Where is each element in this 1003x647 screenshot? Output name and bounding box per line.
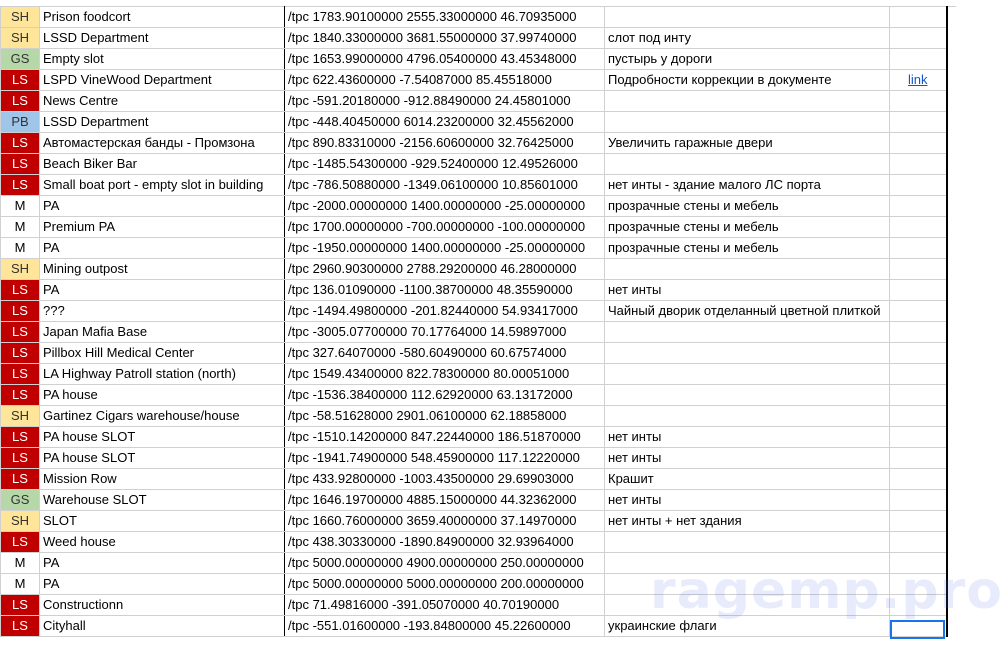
location-tag-cell[interactable]: M xyxy=(1,196,40,217)
location-name-cell[interactable]: LSSD Department xyxy=(40,112,285,133)
note-cell[interactable]: нет инты xyxy=(605,490,890,511)
location-name-cell[interactable]: Premium PA xyxy=(40,217,285,238)
note-cell[interactable]: нет инты xyxy=(605,280,890,301)
teleport-command-cell[interactable]: /tpc 1840.33000000 3681.55000000 37.99740000 xyxy=(285,28,605,49)
location-tag-cell[interactable]: GS xyxy=(1,49,40,70)
document-link[interactable]: link xyxy=(907,72,928,87)
table-row xyxy=(1,490,947,511)
link-cell[interactable] xyxy=(890,259,947,280)
location-tag-cell[interactable]: LS xyxy=(1,343,40,364)
table-row xyxy=(1,259,947,280)
note-cell[interactable]: нет инты + нет здания xyxy=(605,511,890,532)
link-cell[interactable] xyxy=(890,133,947,154)
table-row xyxy=(1,238,947,259)
teleport-command-cell[interactable]: /tpc 890.83310000 -2156.60600000 32.76425000 xyxy=(285,133,605,154)
teleport-command-cell[interactable]: /tpc -2000.00000000 1400.00000000 -25.00000000 xyxy=(285,196,605,217)
location-name-cell[interactable]: LSSD Department xyxy=(40,28,285,49)
note-cell[interactable]: слот под инту xyxy=(605,28,890,49)
table-row xyxy=(1,301,947,322)
note-cell[interactable] xyxy=(605,259,890,280)
location-name-cell[interactable]: PA xyxy=(40,574,285,595)
note-cell[interactable] xyxy=(605,154,890,175)
location-name-cell[interactable]: PA house SLOT xyxy=(40,448,285,469)
table-row xyxy=(1,7,947,28)
link-cell[interactable] xyxy=(890,196,947,217)
location-name-cell[interactable]: Mining outpost xyxy=(40,259,285,280)
location-tag-cell[interactable]: LS xyxy=(1,532,40,553)
teleport-command-cell[interactable]: /tpc -1494.49800000 -201.82440000 54.93417000 xyxy=(285,301,605,322)
teleport-command-cell[interactable]: /tpc 1783.90100000 2555.33000000 46.70935000 xyxy=(285,7,605,28)
table-row xyxy=(1,406,947,427)
link-cell[interactable] xyxy=(890,238,947,259)
teleport-command-cell[interactable]: /tpc -1950.00000000 1400.00000000 -25.00000000 xyxy=(285,238,605,259)
teleport-command-cell[interactable]: /tpc -1536.38400000 112.62920000 63.13172000 xyxy=(285,385,605,406)
note-cell[interactable] xyxy=(605,91,890,112)
watermark: ragemp.pro xyxy=(650,561,1003,621)
note-cell[interactable]: прозрачные стены и мебель xyxy=(605,217,890,238)
location-tag-cell[interactable]: GS xyxy=(1,490,40,511)
location-name-cell[interactable]: PA house SLOT xyxy=(40,427,285,448)
spreadsheet-grid xyxy=(0,6,948,637)
location-tag-cell[interactable]: LS xyxy=(1,91,40,112)
table-row xyxy=(1,532,947,553)
table-row xyxy=(1,49,947,70)
teleport-command-cell[interactable]: /tpc -1485.54300000 -929.52400000 12.49526000 xyxy=(285,154,605,175)
location-name-cell[interactable]: PA xyxy=(40,280,285,301)
location-name-cell[interactable]: Weed house xyxy=(40,532,285,553)
teleport-command-cell[interactable]: /tpc 5000.00000000 4900.00000000 250.00000000 xyxy=(285,553,605,574)
note-cell[interactable]: Подробности коррекции в документе xyxy=(605,70,890,91)
note-cell[interactable]: нет инты xyxy=(605,448,890,469)
note-cell[interactable]: украинские флаги xyxy=(605,616,890,637)
teleport-command-cell[interactable]: /tpc 1700.00000000 -700.00000000 -100.00000000 xyxy=(285,217,605,238)
teleport-command-cell[interactable]: /tpc 2960.90300000 2788.29200000 46.28000000 xyxy=(285,259,605,280)
note-cell[interactable] xyxy=(605,406,890,427)
location-name-cell[interactable]: News Centre xyxy=(40,91,285,112)
location-tag-cell[interactable]: LS xyxy=(1,175,40,196)
link-cell[interactable] xyxy=(890,91,947,112)
table-row xyxy=(1,343,947,364)
teleport-command-cell[interactable]: /tpc 5000.00000000 5000.00000000 200.00000000 xyxy=(285,574,605,595)
link-cell[interactable] xyxy=(890,70,947,91)
location-tag-cell[interactable]: LS xyxy=(1,133,40,154)
teleport-command-cell[interactable]: /tpc -551.01600000 -193.84800000 45.22600000 xyxy=(285,616,605,637)
link-cell[interactable] xyxy=(890,112,947,133)
table-row xyxy=(1,154,947,175)
table-row xyxy=(1,427,947,448)
location-name-cell[interactable]: Japan Mafia Base xyxy=(40,322,285,343)
teleport-command-cell[interactable]: /tpc 1646.19700000 4885.15000000 44.32362000 xyxy=(285,490,605,511)
note-cell[interactable] xyxy=(605,322,890,343)
teleport-command-cell[interactable]: /tpc 1549.43400000 822.78300000 80.00051000 xyxy=(285,364,605,385)
table-row xyxy=(1,217,947,238)
note-cell[interactable]: нет инты xyxy=(605,427,890,448)
location-tag-cell[interactable]: SH xyxy=(1,28,40,49)
location-name-cell[interactable]: Constructionn xyxy=(40,595,285,616)
location-tag-cell[interactable]: SH xyxy=(1,259,40,280)
teleport-command-cell[interactable]: /tpc -591.20180000 -912.88490000 24.45801000 xyxy=(285,91,605,112)
link-cell[interactable] xyxy=(890,469,947,490)
table-row xyxy=(1,28,947,49)
note-cell[interactable]: Крашит xyxy=(605,469,890,490)
location-tag-cell[interactable]: LS xyxy=(1,70,40,91)
location-tag-cell[interactable]: LS xyxy=(1,301,40,322)
table-row xyxy=(1,469,947,490)
location-tag-cell[interactable]: LS xyxy=(1,322,40,343)
location-name-cell[interactable]: ??? xyxy=(40,301,285,322)
table-row xyxy=(1,91,947,112)
link-cell[interactable] xyxy=(890,49,947,70)
location-tag-cell[interactable]: SH xyxy=(1,7,40,28)
location-tag-cell[interactable]: SH xyxy=(1,511,40,532)
teleport-command-cell[interactable]: /tpc 1660.76000000 3659.40000000 37.14970000 xyxy=(285,511,605,532)
link-cell[interactable] xyxy=(890,532,947,553)
location-name-cell[interactable]: Small boat port - empty slot in building xyxy=(40,175,285,196)
teleport-command-cell[interactable]: /tpc -1510.14200000 847.22440000 186.51870000 xyxy=(285,427,605,448)
link-cell[interactable] xyxy=(890,448,947,469)
note-cell[interactable] xyxy=(605,112,890,133)
link-cell[interactable] xyxy=(890,154,947,175)
note-cell[interactable] xyxy=(605,7,890,28)
location-name-cell[interactable]: PA xyxy=(40,196,285,217)
teleport-command-cell[interactable]: /tpc 71.49816000 -391.05070000 40.70190000 xyxy=(285,595,605,616)
link-cell[interactable] xyxy=(890,406,947,427)
note-cell[interactable]: нет инты - здание малого ЛС порта xyxy=(605,175,890,196)
table-row xyxy=(1,385,947,406)
grid-body xyxy=(1,7,947,637)
location-tag-cell[interactable]: LS xyxy=(1,154,40,175)
location-tag-cell[interactable]: LS xyxy=(1,427,40,448)
location-tag-cell[interactable]: LS xyxy=(1,616,40,637)
link-cell[interactable] xyxy=(890,511,947,532)
location-name-cell[interactable]: Empty slot xyxy=(40,49,285,70)
location-name-cell[interactable]: Pillbox Hill Medical Center xyxy=(40,343,285,364)
teleport-command-cell[interactable]: /tpc 136.01090000 -1100.38700000 48.35590000 xyxy=(285,280,605,301)
link-cell[interactable] xyxy=(890,385,947,406)
note-cell[interactable]: Чайный дворик отделанный цветной плиткой xyxy=(605,301,890,322)
table-row xyxy=(1,175,947,196)
note-cell[interactable] xyxy=(605,343,890,364)
note-cell[interactable]: пустырь у дороги xyxy=(605,49,890,70)
location-tag-cell[interactable]: PB xyxy=(1,112,40,133)
location-tag-cell[interactable]: LS xyxy=(1,469,40,490)
link-cell[interactable] xyxy=(890,490,947,511)
link-cell[interactable] xyxy=(890,28,947,49)
location-name-cell[interactable]: Warehouse SLOT xyxy=(40,490,285,511)
location-name-cell[interactable]: LA Highway Patroll station (north) xyxy=(40,364,285,385)
note-cell[interactable] xyxy=(605,364,890,385)
note-cell[interactable]: прозрачные стены и мебель xyxy=(605,196,890,217)
link-cell[interactable] xyxy=(890,217,947,238)
location-tag-cell[interactable]: LS xyxy=(1,448,40,469)
teleport-command-cell[interactable]: /tpc -3005.07700000 70.17764000 14.59897000 xyxy=(285,322,605,343)
link-cell[interactable] xyxy=(890,280,947,301)
teleport-command-cell[interactable]: /tpc 622.43600000 -7.54087000 85.45518000 xyxy=(285,70,605,91)
location-name-cell[interactable]: PA house xyxy=(40,385,285,406)
note-cell[interactable] xyxy=(605,532,890,553)
table-row xyxy=(1,448,947,469)
table-row xyxy=(1,133,947,154)
location-name-cell[interactable]: Mission Row xyxy=(40,469,285,490)
teleport-command-cell[interactable]: /tpc -58.51628000 2901.06100000 62.18858000 xyxy=(285,406,605,427)
location-name-cell[interactable]: PA xyxy=(40,553,285,574)
location-name-cell[interactable]: Gartinez Cigars warehouse/house xyxy=(40,406,285,427)
teleport-command-cell[interactable]: /tpc 1653.99000000 4796.05400000 43.45348000 xyxy=(285,49,605,70)
link-cell[interactable] xyxy=(890,364,947,385)
location-name-cell[interactable]: LSPD VineWood Department xyxy=(40,70,285,91)
location-tag-cell[interactable]: SH xyxy=(1,406,40,427)
location-tag-cell[interactable]: M xyxy=(1,553,40,574)
location-name-cell[interactable]: SLOT xyxy=(40,511,285,532)
location-name-cell[interactable]: Cityhall xyxy=(40,616,285,637)
location-name-cell[interactable]: Beach Biker Bar xyxy=(40,154,285,175)
link-cell[interactable] xyxy=(890,7,947,28)
location-name-cell[interactable]: Prison foodcort xyxy=(40,7,285,28)
link-cell[interactable] xyxy=(890,301,947,322)
selected-cell[interactable] xyxy=(890,620,945,639)
note-cell[interactable]: прозрачные стены и мебель xyxy=(605,238,890,259)
note-cell[interactable]: Увеличить гаражные двери xyxy=(605,133,890,154)
table-row xyxy=(1,112,947,133)
location-tag-cell[interactable]: LS xyxy=(1,280,40,301)
location-tag-cell[interactable]: LS xyxy=(1,385,40,406)
teleport-command-cell[interactable]: /tpc 327.64070000 -580.60490000 60.67574000 xyxy=(285,343,605,364)
location-tag-cell[interactable]: M xyxy=(1,238,40,259)
location-name-cell[interactable]: PA xyxy=(40,238,285,259)
link-cell[interactable] xyxy=(890,322,947,343)
link-cell[interactable] xyxy=(890,175,947,196)
table-row xyxy=(1,364,947,385)
table-row xyxy=(1,196,947,217)
location-tag-cell[interactable]: M xyxy=(1,217,40,238)
location-tag-cell[interactable]: M xyxy=(1,574,40,595)
teleport-command-cell[interactable]: /tpc 438.30330000 -1890.84900000 32.93964000 xyxy=(285,532,605,553)
teleport-command-cell[interactable]: /tpc -1941.74900000 548.45900000 117.12220000 xyxy=(285,448,605,469)
location-tag-cell[interactable]: LS xyxy=(1,364,40,385)
table-row xyxy=(1,322,947,343)
teleport-command-cell[interactable]: /tpc -448.40450000 6014.23200000 32.45562000 xyxy=(285,112,605,133)
table-row xyxy=(1,70,947,91)
teleport-command-cell[interactable]: /tpc -786.50880000 -1349.06100000 10.85601000 xyxy=(285,175,605,196)
link-cell[interactable] xyxy=(890,343,947,364)
table-row xyxy=(1,511,947,532)
table-row xyxy=(1,280,947,301)
link-cell[interactable] xyxy=(890,427,947,448)
note-cell[interactable] xyxy=(605,385,890,406)
location-name-cell[interactable]: Автомастерская банды - Промзона xyxy=(40,133,285,154)
location-tag-cell[interactable]: LS xyxy=(1,595,40,616)
teleport-command-cell[interactable]: /tpc 433.92800000 -1003.43500000 29.69903000 xyxy=(285,469,605,490)
